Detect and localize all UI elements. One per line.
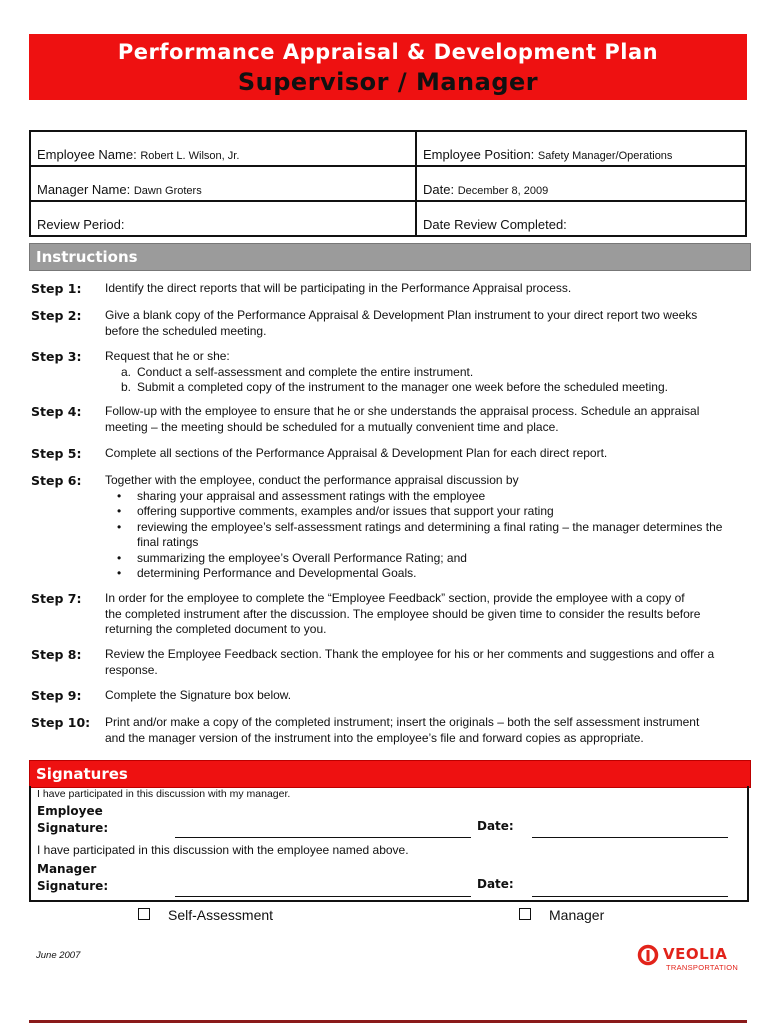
employee-position-value: Safety Manager/Operations xyxy=(537,150,673,162)
bullet-item: • offering supportive comments, examples and/or issues that support your rating xyxy=(105,504,749,520)
bullet-item: • reviewing the employee’s self-assessment ratings and determining a final rating – the manager determines the final ratings xyxy=(105,520,737,551)
employee-position-cell[interactable] xyxy=(416,131,746,166)
review-period-cell[interactable] xyxy=(30,201,416,236)
manager-name-cell[interactable] xyxy=(30,166,416,201)
step-line: In order for the employee to complete the “Employee Feedback” section, provide the employee with a copy of xyxy=(105,591,685,605)
step-text xyxy=(105,591,749,638)
step-text xyxy=(105,473,749,582)
signature-box xyxy=(29,786,749,902)
employee-label-line2: Signature: xyxy=(37,821,109,835)
instructions-heading: Instructions xyxy=(29,243,751,271)
logo-subtitle: TRANSPORTATION xyxy=(666,963,739,972)
employee-name-cell[interactable] xyxy=(30,131,416,166)
manager-name-value: Dawn Groters xyxy=(133,185,202,197)
veolia-logo xyxy=(637,944,747,974)
page-title: Performance Appraisal & Development Plan xyxy=(117,40,659,64)
self-assessment-checkbox[interactable] xyxy=(138,908,150,920)
date-review-completed-cell[interactable] xyxy=(416,201,746,236)
step-text xyxy=(105,715,749,746)
date-value: December 8, 2009 xyxy=(457,185,549,197)
step-label: Step 8: xyxy=(31,647,82,662)
footer-date: June 2007 xyxy=(36,950,81,961)
manager-signature-line[interactable] xyxy=(175,896,471,897)
employee-signature-line[interactable] xyxy=(175,837,471,838)
step-label: Step 9: xyxy=(31,688,82,703)
manager-option-label: Manager xyxy=(549,907,605,923)
list-item xyxy=(105,365,749,381)
employee-position-label: Employee Position: xyxy=(423,147,535,162)
manager-label-line2: Signature: xyxy=(37,879,109,893)
bullet-item: • determining Performance and Developmental Goals. xyxy=(105,566,749,582)
manager-label-line1: Manager xyxy=(37,862,97,876)
list-item-text: Submit a completed copy of the instrument to the manager one week before the scheduled meeting. xyxy=(137,380,668,394)
employee-statement: I have participated in this discussion with my manager. xyxy=(37,788,291,800)
step-text: Identify the direct reports that will be participating in the Performance Appraisal process. xyxy=(105,281,572,295)
step-line: returning the completed document to you. xyxy=(105,622,327,636)
employee-info-table xyxy=(29,130,747,237)
manager-option[interactable] xyxy=(519,907,604,923)
page-subtitle: Supervisor / Manager xyxy=(237,68,539,96)
step-text: Complete the Signature box below. xyxy=(105,688,292,702)
step-line: response. xyxy=(105,662,158,677)
step-text xyxy=(105,349,749,396)
self-assessment-option[interactable] xyxy=(138,907,273,923)
signatures-heading: Signatures xyxy=(29,760,751,788)
step-text xyxy=(105,404,749,435)
list-marker: a. xyxy=(121,364,132,379)
manager-statement: I have participated in this discussion with the employee named above. xyxy=(37,843,409,857)
review-period-label: Review Period: xyxy=(37,217,125,232)
employee-label-line1: Employee xyxy=(37,804,103,818)
step-line: Review the Employee Feedback section. Thank the employee for his or her comments and suggestions and offer a xyxy=(105,647,715,661)
step-line: the completed instrument after the discussion. The employee should be given time to consider the results before xyxy=(105,606,701,621)
veolia-logo-icon xyxy=(637,944,659,966)
manager-checkbox[interactable] xyxy=(519,908,531,920)
step-text xyxy=(105,308,749,339)
employee-name-label: Employee Name: xyxy=(37,147,137,162)
employee-name-value: Robert L. Wilson, Jr. xyxy=(140,150,240,162)
bottom-divider xyxy=(29,1020,747,1023)
step-label: Step 5: xyxy=(31,446,82,461)
list-item-text: Conduct a self-assessment and complete the entire instrument. xyxy=(137,364,474,379)
logo-name: VEOLIA xyxy=(663,945,728,963)
step-line: Follow-up with the employee to ensure that he or she understands the appraisal process. Schedule an appraisal xyxy=(105,404,700,418)
self-assessment-label: Self-Assessment xyxy=(168,907,274,923)
step-line: Give a blank copy of the Performance Appraisal & Development Plan instrument to your direct report two weeks xyxy=(105,308,698,322)
step-line: and the manager version of the instrument into the employee’s file and forward copies as appropriate. xyxy=(105,730,644,745)
manager-date-label: Date: xyxy=(477,877,514,891)
date-review-completed-label: Date Review Completed: xyxy=(423,217,567,232)
manager-signature-label xyxy=(37,861,108,895)
step-label: Step 10: xyxy=(31,715,91,730)
title-banner xyxy=(29,34,747,100)
manager-date-line[interactable] xyxy=(532,896,728,897)
bullet-item: • summarizing the employee’s Overall Performance Rating; and xyxy=(105,551,749,567)
step-label: Step 1: xyxy=(31,281,82,296)
list-item xyxy=(105,380,749,396)
date-cell[interactable] xyxy=(416,166,746,201)
step-line: Request that he or she: xyxy=(105,349,230,363)
step-label: Step 6: xyxy=(31,473,82,488)
step-label: Step 7: xyxy=(31,591,82,606)
date-label: Date: xyxy=(423,182,455,197)
step-line: meeting – the meeting should be scheduled for a mutually convenient time and place. xyxy=(105,419,559,434)
step-text: Complete all sections of the Performance Appraisal & Development Plan for each direct report. xyxy=(105,446,608,460)
step-line: Print and/or make a copy of the completed instrument; insert the originals – both the self assessment instrument xyxy=(105,715,700,729)
step-label: Step 3: xyxy=(31,349,82,364)
employee-date-line[interactable] xyxy=(532,837,728,838)
list-marker: b. xyxy=(121,380,132,394)
step-line: Together with the employee, conduct the performance appraisal discussion by xyxy=(105,473,519,487)
employee-date-label: Date: xyxy=(477,819,514,833)
step-label: Step 2: xyxy=(31,308,82,323)
step-label: Step 4: xyxy=(31,404,82,419)
step-text xyxy=(105,647,749,678)
employee-signature-label xyxy=(37,803,108,837)
bullet-item: • sharing your appraisal and assessment ratings with the employee xyxy=(105,489,749,505)
step-line: before the scheduled meeting. xyxy=(105,323,267,338)
manager-name-label: Manager Name: xyxy=(37,182,131,197)
